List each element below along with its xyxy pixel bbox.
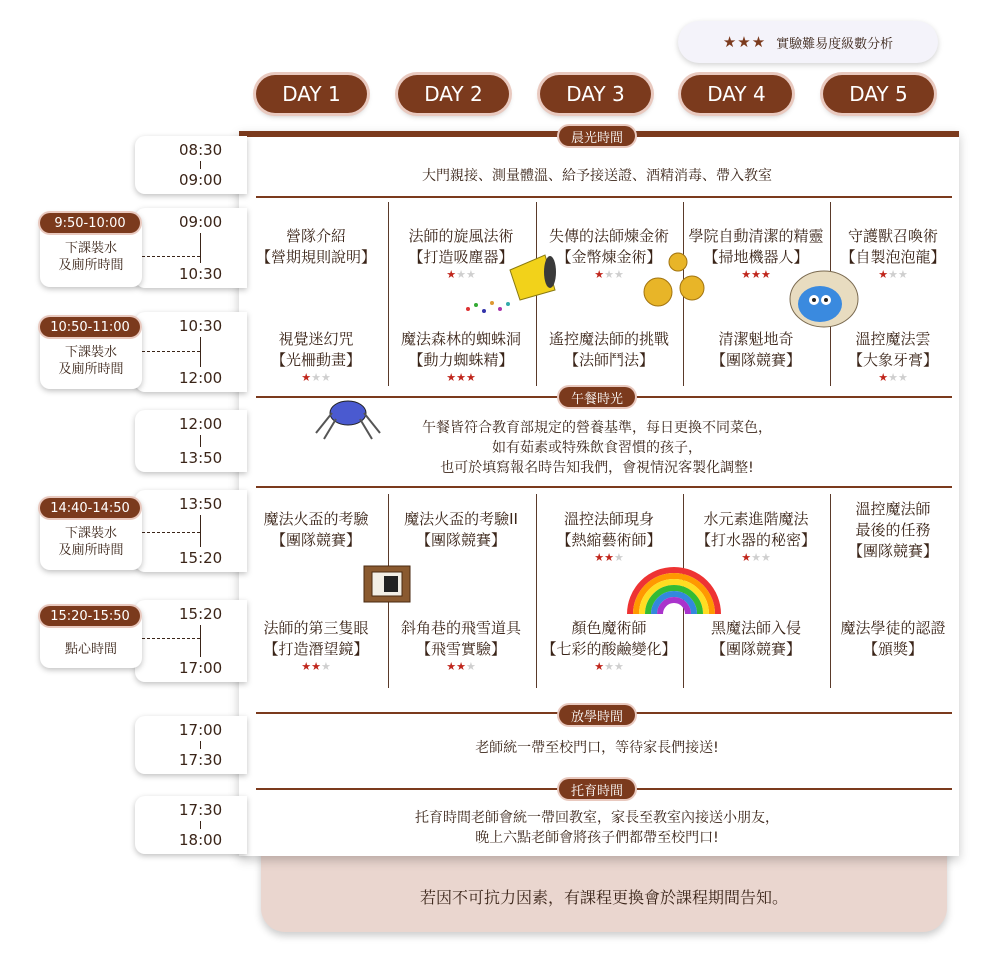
activity-subtitle: 【金幣煉金術】 xyxy=(556,248,662,266)
difficulty-stars-icon: ★★★ xyxy=(594,660,624,673)
activity-title: 斜角巷的飛雪道具 xyxy=(400,619,521,637)
activity-title: 黑魔法師入侵 xyxy=(710,619,801,637)
time-connector xyxy=(200,161,201,169)
activity-title: 顏色魔術師 xyxy=(571,619,647,637)
activity-subtitle: 【頒獎】 xyxy=(862,640,923,658)
break-label: 下課裝水 xyxy=(64,345,117,360)
day-1-header: DAY 1 xyxy=(256,75,367,113)
activity-title: 法師的旋風法術 xyxy=(408,227,514,245)
robot-vacuum-icon xyxy=(788,268,860,330)
break-label: 點心時間 xyxy=(64,642,117,657)
activity-cell xyxy=(535,329,683,371)
activity-title: 視覺迷幻咒 xyxy=(278,330,354,348)
activity-title: 營隊介紹 xyxy=(285,227,346,245)
break-card xyxy=(40,213,142,287)
time-card xyxy=(135,716,247,774)
difficulty-stars-icon: ★★★ xyxy=(446,371,476,384)
activity-subtitle: 【熱縮藝術師】 xyxy=(556,531,662,549)
difficulty-legend xyxy=(678,21,938,63)
activity-subtitle: 【打水器的秘密】 xyxy=(695,531,816,549)
activity-cell xyxy=(535,509,683,565)
spider-robot-icon xyxy=(312,385,384,443)
activity-subtitle: 【光柵動畫】 xyxy=(270,351,361,369)
activity-subtitle: 【團隊競賽】 xyxy=(270,531,361,549)
time-connector xyxy=(200,741,201,749)
activity-title: 溫控魔法師 xyxy=(855,500,931,518)
difficulty-stars-icon: ★★★ xyxy=(741,268,771,281)
difficulty-stars-icon: ★★★ xyxy=(446,268,476,281)
time-connector xyxy=(200,625,201,657)
time-end: 10:30 xyxy=(179,265,223,283)
time-card xyxy=(135,208,247,288)
activity-title: 魔法學徒的認證 xyxy=(840,619,946,637)
activity-cell xyxy=(682,618,830,660)
time-start: 12:00 xyxy=(179,415,223,433)
time-start: 10:30 xyxy=(179,317,223,335)
activity-subtitle: 【團隊競賽】 xyxy=(710,351,801,369)
gold-coins-icon xyxy=(640,250,710,310)
time-start: 09:00 xyxy=(179,213,223,231)
activity-subtitle: 【團隊競賽】 xyxy=(847,542,938,560)
activity-title: 魔法火盃的考驗 xyxy=(263,510,369,528)
footer-note: 若因不可抗力因素，有課程更換會於課程期間告知。 xyxy=(261,830,947,932)
break-connector xyxy=(142,256,200,257)
activity-subtitle: 【飛雪實驗】 xyxy=(415,640,506,658)
activity-subtitle: 【團隊競賽】 xyxy=(415,531,506,549)
time-connector xyxy=(200,337,201,367)
difficulty-stars-icon: ★★★ xyxy=(301,371,331,384)
break-time: 10:50-11:00 xyxy=(40,317,140,337)
activity-title: 水元素進階魔法 xyxy=(703,510,809,528)
time-connector xyxy=(200,435,201,447)
break-card xyxy=(40,498,142,570)
lunch-label: 午餐時光 xyxy=(559,387,635,407)
difficulty-stars-icon: ★★★ xyxy=(301,660,331,673)
activity-subtitle: 【打造吸塵器】 xyxy=(408,248,514,266)
activity-subtitle: 【營期規則說明】 xyxy=(255,248,376,266)
activity-subtitle: 【自製泡泡龍】 xyxy=(840,248,946,266)
time-card xyxy=(135,796,247,854)
break-time: 14:40-14:50 xyxy=(40,498,140,518)
activity-title: 遙控魔法師的挑戰 xyxy=(548,330,669,348)
difficulty-stars-icon: ★★★ xyxy=(878,371,908,384)
difficulty-stars-icon: ★★★ xyxy=(594,268,624,281)
break-label: 下課裝水 xyxy=(64,241,117,256)
activity-cell xyxy=(819,329,967,385)
break-connector xyxy=(142,638,200,639)
time-card xyxy=(135,410,247,472)
rainbow-icon xyxy=(624,560,724,616)
activity-title: 魔法森林的蜘蛛洞 xyxy=(400,330,521,348)
care-label: 托育時間 xyxy=(559,779,635,799)
break-time: 15:20-15:50 xyxy=(40,606,140,626)
activity-cell xyxy=(242,618,390,674)
legend-label: 實驗難易度級數分析 xyxy=(776,36,894,52)
activity-cell xyxy=(387,618,535,674)
time-card xyxy=(135,600,247,682)
activity-subtitle: 【動力蜘蛛精】 xyxy=(408,351,514,369)
periscope-box-icon xyxy=(362,564,414,604)
divider-line xyxy=(256,486,952,488)
activity-cell xyxy=(682,509,830,565)
day-5-header: DAY 5 xyxy=(823,75,934,113)
time-end: 18:00 xyxy=(179,831,223,849)
activity-cell xyxy=(242,329,390,385)
activity-subtitle: 【掃地機器人】 xyxy=(703,248,809,266)
activity-cell xyxy=(242,226,390,268)
divider-line xyxy=(256,196,952,198)
lunch-text-1: 午餐皆符合教育部規定的營養基準，每日更換不同菜色， xyxy=(422,420,772,436)
activity-subtitle: 【團隊競賽】 xyxy=(710,640,801,658)
difficulty-stars-icon: ★★★ xyxy=(878,268,908,281)
time-end: 12:00 xyxy=(179,369,223,387)
time-card xyxy=(135,490,247,572)
lunch-text-3: 也可於填寫報名時告知我們，會視情況客製化調整! xyxy=(440,460,754,476)
time-connector xyxy=(200,233,201,263)
break-card xyxy=(40,606,142,668)
morning-label: 晨光時間 xyxy=(559,126,635,146)
legend-stars-icon: ★★★ xyxy=(722,33,767,51)
activity-title: 溫控法師現身 xyxy=(563,510,654,528)
time-connector xyxy=(200,821,201,829)
activity-cell xyxy=(819,618,967,660)
activity-title-line2: 最後的任務 xyxy=(855,521,931,539)
difficulty-stars-icon: ★★★ xyxy=(741,551,771,564)
break-connector xyxy=(142,351,200,352)
break-label: 下課裝水 xyxy=(64,526,117,541)
time-end: 09:00 xyxy=(179,171,223,189)
difficulty-stars-icon: ★★★ xyxy=(446,660,476,673)
dismiss-label: 放學時間 xyxy=(559,705,635,725)
activity-title: 魔法火盃的考驗II xyxy=(404,510,518,528)
time-connector xyxy=(200,515,201,547)
activity-title: 學院自動清潔的精靈 xyxy=(688,227,824,245)
time-card xyxy=(135,136,247,194)
time-start: 15:20 xyxy=(179,605,223,623)
activity-cell xyxy=(535,618,683,674)
dismiss-text: 老師統一帶至校門口，等待家長們接送! xyxy=(475,740,719,756)
time-start: 08:30 xyxy=(179,141,223,159)
time-start: 17:30 xyxy=(179,801,223,819)
activity-title: 清潔魁地奇 xyxy=(718,330,794,348)
activity-title: 法師的第三隻眼 xyxy=(263,619,369,637)
difficulty-stars-icon: ★★★ xyxy=(594,551,624,564)
activity-subtitle: 【七彩的酸鹼變化】 xyxy=(541,640,677,658)
time-end: 17:00 xyxy=(179,659,223,677)
activity-subtitle: 【大象牙膏】 xyxy=(847,351,938,369)
activity-title: 守護獸召喚術 xyxy=(847,227,938,245)
morning-text: 大門親接、測量體溫、給予接送證、酒精消毒、帶入教室 xyxy=(422,168,772,184)
time-card xyxy=(135,312,247,392)
time-start: 13:50 xyxy=(179,495,223,513)
activity-cell xyxy=(819,499,967,562)
day-3-header: DAY 3 xyxy=(540,75,651,113)
care-text-1: 托育時間老師會統一帶回教室，家長至教室內接送小朋友， xyxy=(415,810,779,826)
day-2-header: DAY 2 xyxy=(398,75,509,113)
activity-subtitle: 【打造潛望鏡】 xyxy=(263,640,369,658)
confetti-icon xyxy=(462,295,522,317)
activity-cell xyxy=(682,329,830,371)
break-card xyxy=(40,317,142,389)
care-text-2: 晚上六點老師會將孩子們都帶至校門口! xyxy=(475,830,719,846)
break-time: 9:50-10:00 xyxy=(40,213,140,233)
break-connector xyxy=(142,532,200,533)
break-label-line2: 及廁所時間 xyxy=(58,543,124,558)
break-label-line2: 及廁所時間 xyxy=(58,258,124,273)
activity-subtitle: 【法師鬥法】 xyxy=(563,351,654,369)
time-end: 13:50 xyxy=(179,449,223,467)
time-end: 15:20 xyxy=(179,549,223,567)
activity-cell xyxy=(387,329,535,385)
lunch-text-2: 如有茹素或特殊飲食習慣的孩子， xyxy=(492,440,702,456)
time-start: 17:00 xyxy=(179,721,223,739)
activity-cell xyxy=(387,509,535,551)
activity-title: 溫控魔法雲 xyxy=(855,330,931,348)
time-end: 17:30 xyxy=(179,751,223,769)
activity-cell xyxy=(242,509,390,551)
activity-title: 失傳的法師煉金術 xyxy=(548,227,669,245)
break-label-line2: 及廁所時間 xyxy=(58,362,124,377)
day-4-header: DAY 4 xyxy=(681,75,792,113)
